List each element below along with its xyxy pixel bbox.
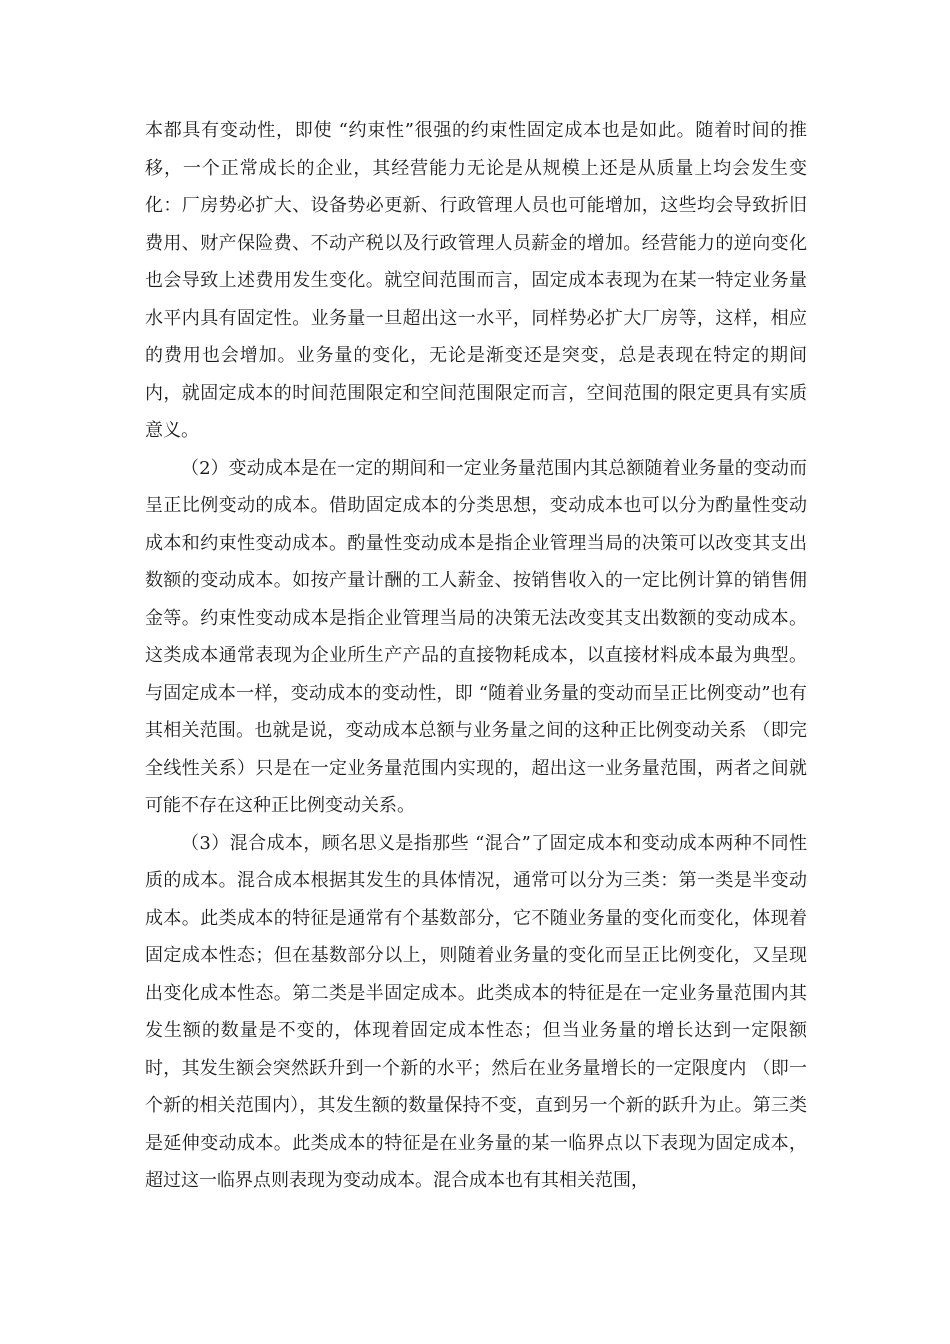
paragraph-mixed-cost: （3）混合成本，顾名思义是指那些 “混合”了固定成本和变动成本两种不同性质的成本。混合成本根据其发生的具体情况，通常可以分为三类：第一类是半变动成本。此类成本的特征是通常有个基数部分，它不随业务量的变化而变化，体现着固定成本性态；但在基数部分以上，则随着业务量的变化而呈正比例变化，又呈现出变化成本性态。第二类是半固定成本。此类成本的特征是在一定业务量范围内其发生额的数量是不变的，体现着固定成本性态；但当业务量的增长达到一定限额时，其发生额会突然跃升到一个新的水平；然后在业务量增长的一定限度内 （即一个新的相关范围内），其发生额的数量保持不变，直到另一个新的跃升为止。第三类是延伸变动成本。此类成本的特征是在业务量的某一临界点以下表现为固定成本，超过这一临界点则表现为变动成本。混合成本也有其相关范围， [145,832,807,1191]
paragraph-variable-cost: （2）变动成本是在一定的期间和一定业务量范围内其总额随着业务量的变动而呈正比例变动的成本。借助固定成本的分类思想，变动成本也可以分为酌量性变动成本和约束性变动成本。酌量性变动成本是指企业管理当局的决策可以改变其支出数额的变动成本。如按产量计酬的工人薪金、按销售收入的一定比例计算的销售佣金等。约束性变动成本是指企业管理当局的决策无法改变其支出数额的变动成本。这类成本通常表现为企业所生产产品的直接物耗成本，以直接材料成本最为典型。与固定成本一样，变动成本的变动性，即 “随着业务量的变动而呈正比例变动”也有其相关范围。也就是说，变动成本总额与业务量之间的这种正比例变动关系 （即完全线性关系）只是在一定业务量范围内实现的，超出这一业务量范围，两者之间就可能不存在这种正比例变动关系。 [145,457,807,816]
paragraph-fixed-cost-continued: 本都具有变动性，即使 “约束性”很强的约束性固定成本也是如此。随着时间的推移，一个正常成长的企业，其经营能力无论是从规模上还是从质量上均会发生变化：厂房势必扩大、设备势必更新、行政管理人员也可能增加，这些均会导致折旧费用、财产保险费、不动产税以及行政管理人员薪金的增加。经营能力的逆向变化也会导致上述费用发生变化。就空间范围而言，固定成本表现为在某一特定业务量水平内具有固定性。业务量一旦超出这一水平，同样势必扩大厂房等，这样，相应的费用也会增加。业务量的变化，无论是渐变还是突变，总是表现在特定的期间内，就固定成本的时间范围限定和空间范围限定而言，空间范围的限定更具有实质意义。 [145,120,807,441]
document-body [145,112,807,1200]
